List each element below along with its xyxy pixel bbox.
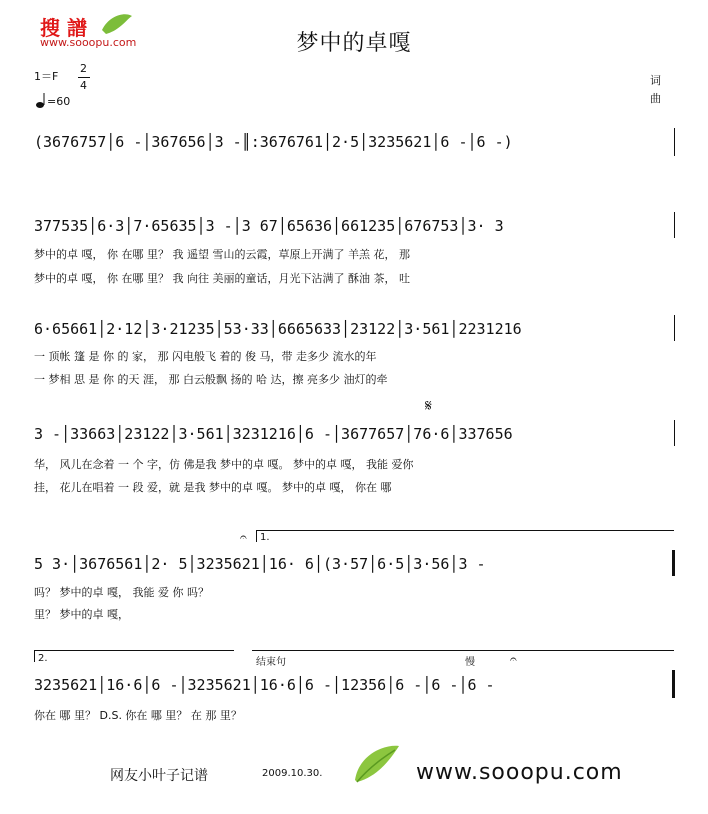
time-signature-top: 2 — [80, 62, 87, 75]
repeat-end-barline — [672, 550, 675, 576]
lyrics-verse-1-line-4: 华， 风儿在念着 一 个 字，仿 佛是我 梦中的卓 嘎。 梦中的卓 嘎， 我能 爱你 — [34, 458, 414, 471]
score-line-4: 3 -│33663│23122│3·561│3231216│6 -│3677657│76·6│337656 — [34, 425, 513, 443]
logo-title: 搜 譜 — [40, 16, 87, 40]
key-signature: 1＝F — [34, 70, 59, 83]
final-barline — [672, 670, 675, 698]
volta-bracket-1 — [256, 530, 674, 531]
time-signature-line — [78, 77, 90, 78]
lyrics-verse-2-line-2: 梦中的卓 嘎， 你 在哪 里？ 我 向往 美丽的童话，月光下沾满了 酥油 茶， 吐 — [34, 272, 410, 285]
lyrics-verse-1-line-5: 吗？ 梦中的卓 嘎， 我能 爱 你 吗？ — [34, 586, 209, 599]
segno-icon: 𝄋 — [425, 396, 432, 415]
quarter-note-icon — [36, 93, 46, 113]
barline — [674, 315, 675, 341]
lyrics-verse-2-line-5: 里？ 梦中的卓 嘎， — [34, 608, 129, 621]
lyrics-line-6: 你在 哪 里？ D.S. 你在 哪 里？ 在 那 里？ — [34, 709, 242, 722]
score-line-5: 5 3·│3676561│2· 5│3235621│16· 6│(3·57│6·5│3·56│3 - — [34, 555, 486, 573]
fermata-icon: 𝄐 — [240, 530, 247, 544]
volta-bracket-2-edge — [34, 650, 35, 662]
transcription-date: 2009.10.30. — [262, 768, 323, 779]
fermata-icon: 𝄐 — [510, 652, 517, 666]
lyrics-verse-1-line-3: 一 顶帐 篷 是 你 的 家， 那 闪电般飞 着的 俊 马，带 走多少 流水的年 — [34, 350, 377, 363]
volta-2-label: 2. — [38, 653, 48, 664]
score-line-3: 6·65661│2·12│3·21235│53·33│6665633│23122│3·561│2231216 — [34, 320, 522, 338]
volta-1-label: 1. — [260, 532, 270, 543]
barline — [674, 128, 675, 156]
logo-url: www.sooopu.com — [40, 36, 137, 49]
tempo: =60 — [47, 95, 71, 108]
page-title: 梦中的卓嘎 — [296, 31, 412, 56]
lyrics-verse-2-line-4: 挂， 花儿在唱着 一 段 爱，就 是我 梦中的卓 嘎。 梦中的卓 嘎， 你在 哪 — [34, 481, 392, 494]
barline — [674, 212, 675, 238]
time-signature-bottom: 4 — [80, 79, 87, 92]
ending-label: 结束句 — [256, 657, 286, 668]
tempo-slow-label: 慢 — [465, 657, 475, 668]
score-line-1: (3676757│6 -│367656│3 -║:3676761│2·5│3235621│6 -│6 -) — [34, 133, 513, 151]
volta-bracket-2 — [34, 650, 234, 651]
lyrics-verse-1-line-2: 梦中的卓 嘎， 你 在哪 里？ 我 遥望 雪山的云霞，草原上开满了 羊羔 花， 那 — [34, 248, 410, 261]
score-line-2: 377535│6·3│7·65635│3 -│3 67│65636│661235│676753│3· 3 — [34, 217, 504, 235]
site-url: www.sooopu.com — [416, 760, 623, 785]
ending-bracket — [252, 650, 674, 651]
composer-label: 曲 — [650, 92, 661, 105]
barline — [674, 420, 675, 446]
lyrics-verse-2-line-3: 一 梦相 思 是 你 的天 涯， 那 白云般飘 扬的 哈 达，擦 亮多少 油灯的牵 — [34, 373, 388, 386]
lyricist-label: 词 — [650, 74, 661, 87]
volta-bracket-1-edge — [256, 530, 257, 542]
transcriber-credit: 网友小叶子记谱 — [110, 768, 208, 784]
leaf-logo-icon — [345, 740, 405, 794]
score-line-6: 3235621│16·6│6 -│3235621│16·6│6 -│12356│6 -│6 -│6 - — [34, 676, 495, 694]
